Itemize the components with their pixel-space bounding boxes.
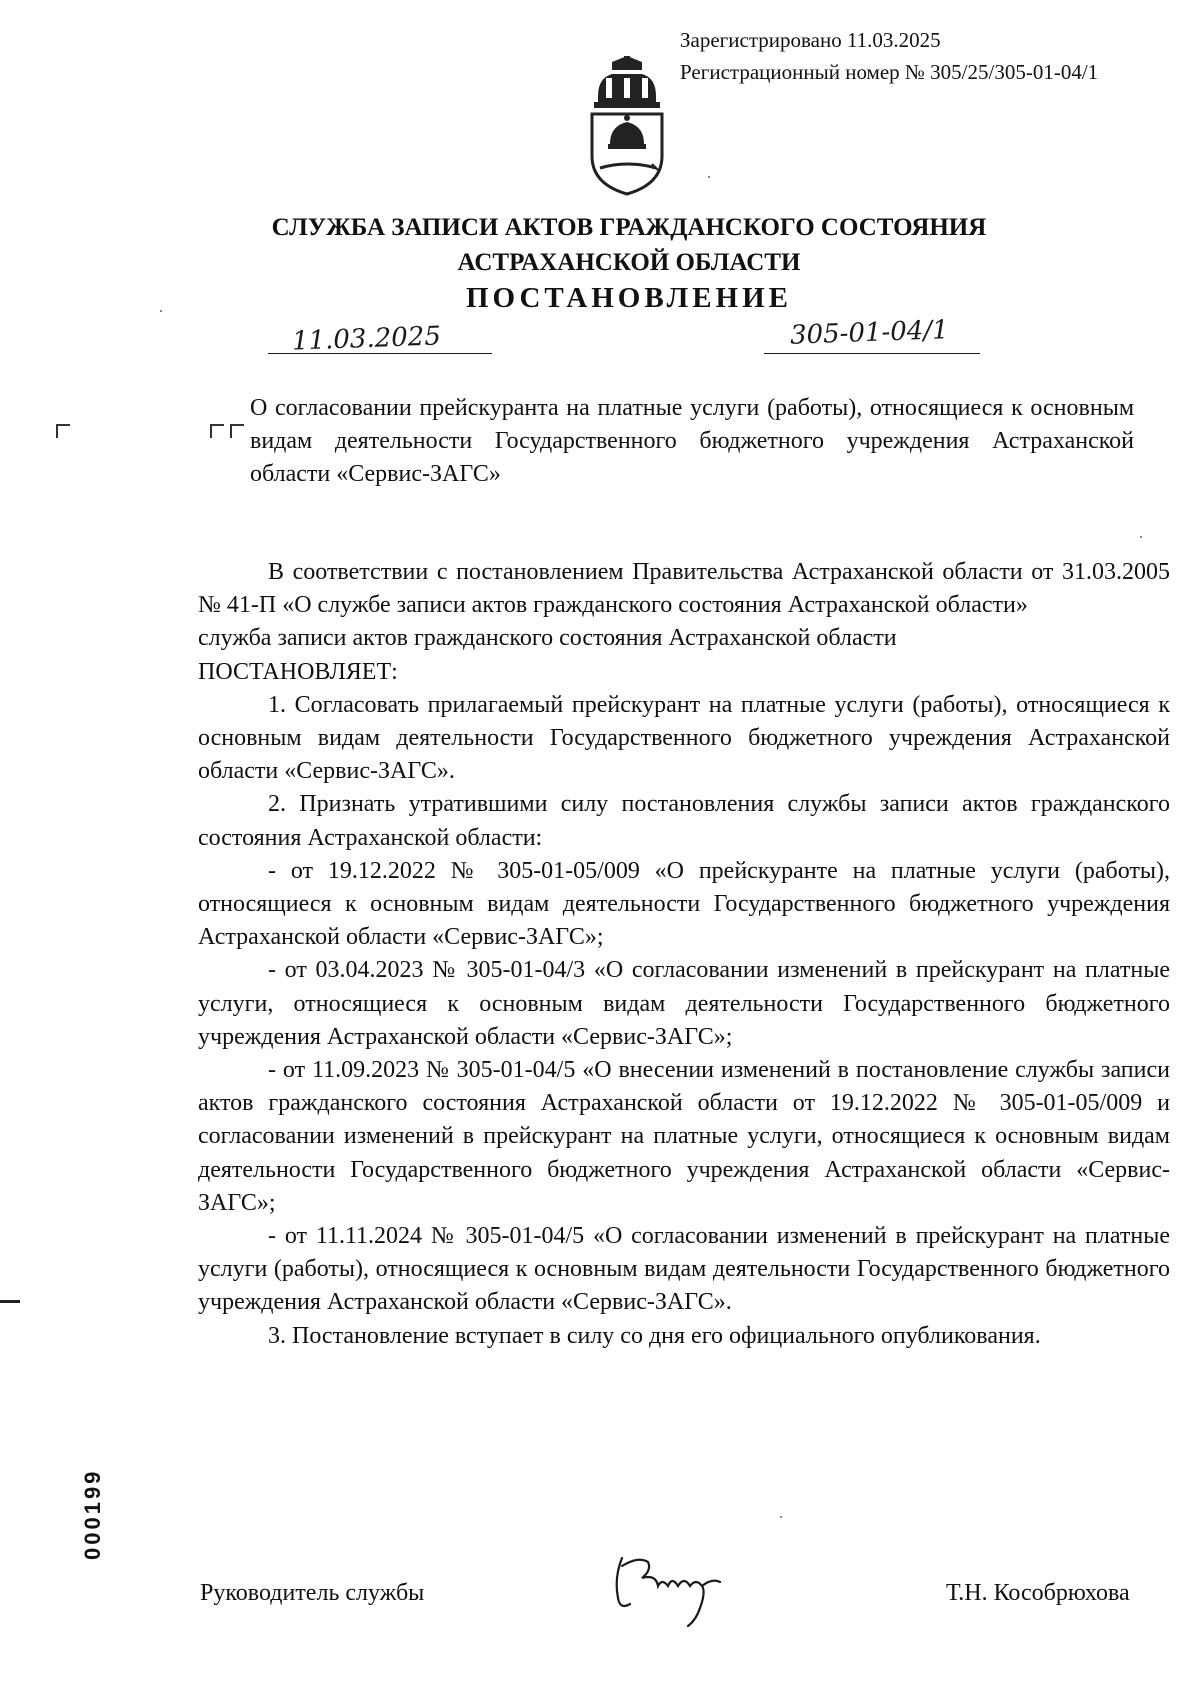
corner-mark	[210, 424, 224, 438]
repealed-item: - от 19.12.2022 № 305-01-05/009 «О прейскуранте на платные услуги (работы), относящиеся к основным видам деятельности Государственного бюджетного учреждения Астраханской области «Сервис-ЗАГС»;	[198, 857, 1170, 951]
document-subject: О согласовании прейскуранта на платные услуги (работы), относящиеся к основным видам деятельности Государственного бюджетного учреждения Астраханской области «Сервис-ЗАГС»	[250, 395, 1134, 487]
scan-speck	[1140, 536, 1142, 538]
edge-mark	[0, 1300, 20, 1303]
agency-name-line1: СЛУЖБА ЗАПИСИ АКТОВ ГРАЖДАНСКОГО СОСТОЯНИЯ	[271, 214, 987, 241]
resolves: ПОСТАНОВЛЯЕТ:	[198, 658, 398, 685]
handwritten-signature-icon	[608, 1548, 738, 1628]
scan-speck	[780, 1516, 782, 1518]
number-underline	[764, 353, 980, 354]
preamble: В соответствии с постановлением Правительства Астраханской области от 31.03.2005 № 41-П «О службе записи актов гражданского состояния Астраханской области»	[198, 559, 1170, 619]
handwritten-number: 305-01-04/1	[789, 315, 950, 351]
repealed-item: - от 11.09.2023 № 305-01-04/5 «О внесении изменений в постановление службы записи актов гражданского состояния Астраханской области от 19.12.2022 № 305-01-05/009 и согласовании изменений в прейскурант на платные услуги, относящиеся к основным видам деятельности Государственного бюджетного учреждения Астраханской области «Сервис-ЗАГС»;	[198, 1057, 1170, 1216]
repealed-item: - от 11.11.2024 № 305-01-04/5 «О согласовании изменений в прейскурант на платные услуги (работы), относящиеся к основным видам деятельности Государственного бюджетного учреждения Астраханской области «Сервис-ЗАГС».	[198, 1223, 1170, 1316]
date-underline	[268, 353, 492, 354]
scan-speck	[708, 176, 710, 178]
corner-mark	[230, 424, 244, 438]
agency-name	[120, 210, 1138, 280]
repealed-item: - от 03.04.2023 № 305-01-04/3 «О согласовании изменений в прейскурант на платные услуги, относящиеся к основным видам деятельности Государственного бюджетного учреждения Астраханской области «Сервис-ЗАГС»;	[198, 957, 1170, 1050]
coat-of-arms-icon	[582, 56, 672, 196]
registration-date: Зарегистрировано 11.03.2025	[680, 28, 941, 52]
corner-mark	[56, 424, 70, 438]
signer-name: Т.Н. Кособрюхова	[946, 1580, 1130, 1606]
item-3: 3. Постановление вступает в силу со дня его официального опубликования.	[268, 1322, 1041, 1349]
scan-speck	[160, 310, 162, 312]
signer-title: Руководитель службы	[200, 1580, 425, 1606]
document-body	[198, 556, 1170, 1353]
agency-name-line2: АСТРАХАНСКОЙ ОБЛАСТИ	[457, 249, 801, 276]
document-type: ПОСТАНОВЛЕНИЕ	[465, 282, 792, 314]
registration-stamp	[680, 24, 1098, 88]
item-1: 1. Согласовать прилагаемый прейскурант на платные услуги (работы), относящиеся к основным видам деятельности Государственного бюджетного учреждения Астраханской области «Сервис-ЗАГС».	[198, 691, 1170, 785]
issuer: служба записи актов гражданского состояния Астраханской области	[198, 625, 897, 652]
registration-number: Регистрационный номер № 305/25/305-01-04/1	[680, 60, 1099, 84]
margin-page-number: 000199	[80, 1468, 105, 1560]
handwritten-date: 11.03.2025	[291, 321, 442, 357]
item-2: 2. Признать утратившими силу постановления службы записи актов гражданского состояния Астраханской области:	[198, 791, 1170, 851]
